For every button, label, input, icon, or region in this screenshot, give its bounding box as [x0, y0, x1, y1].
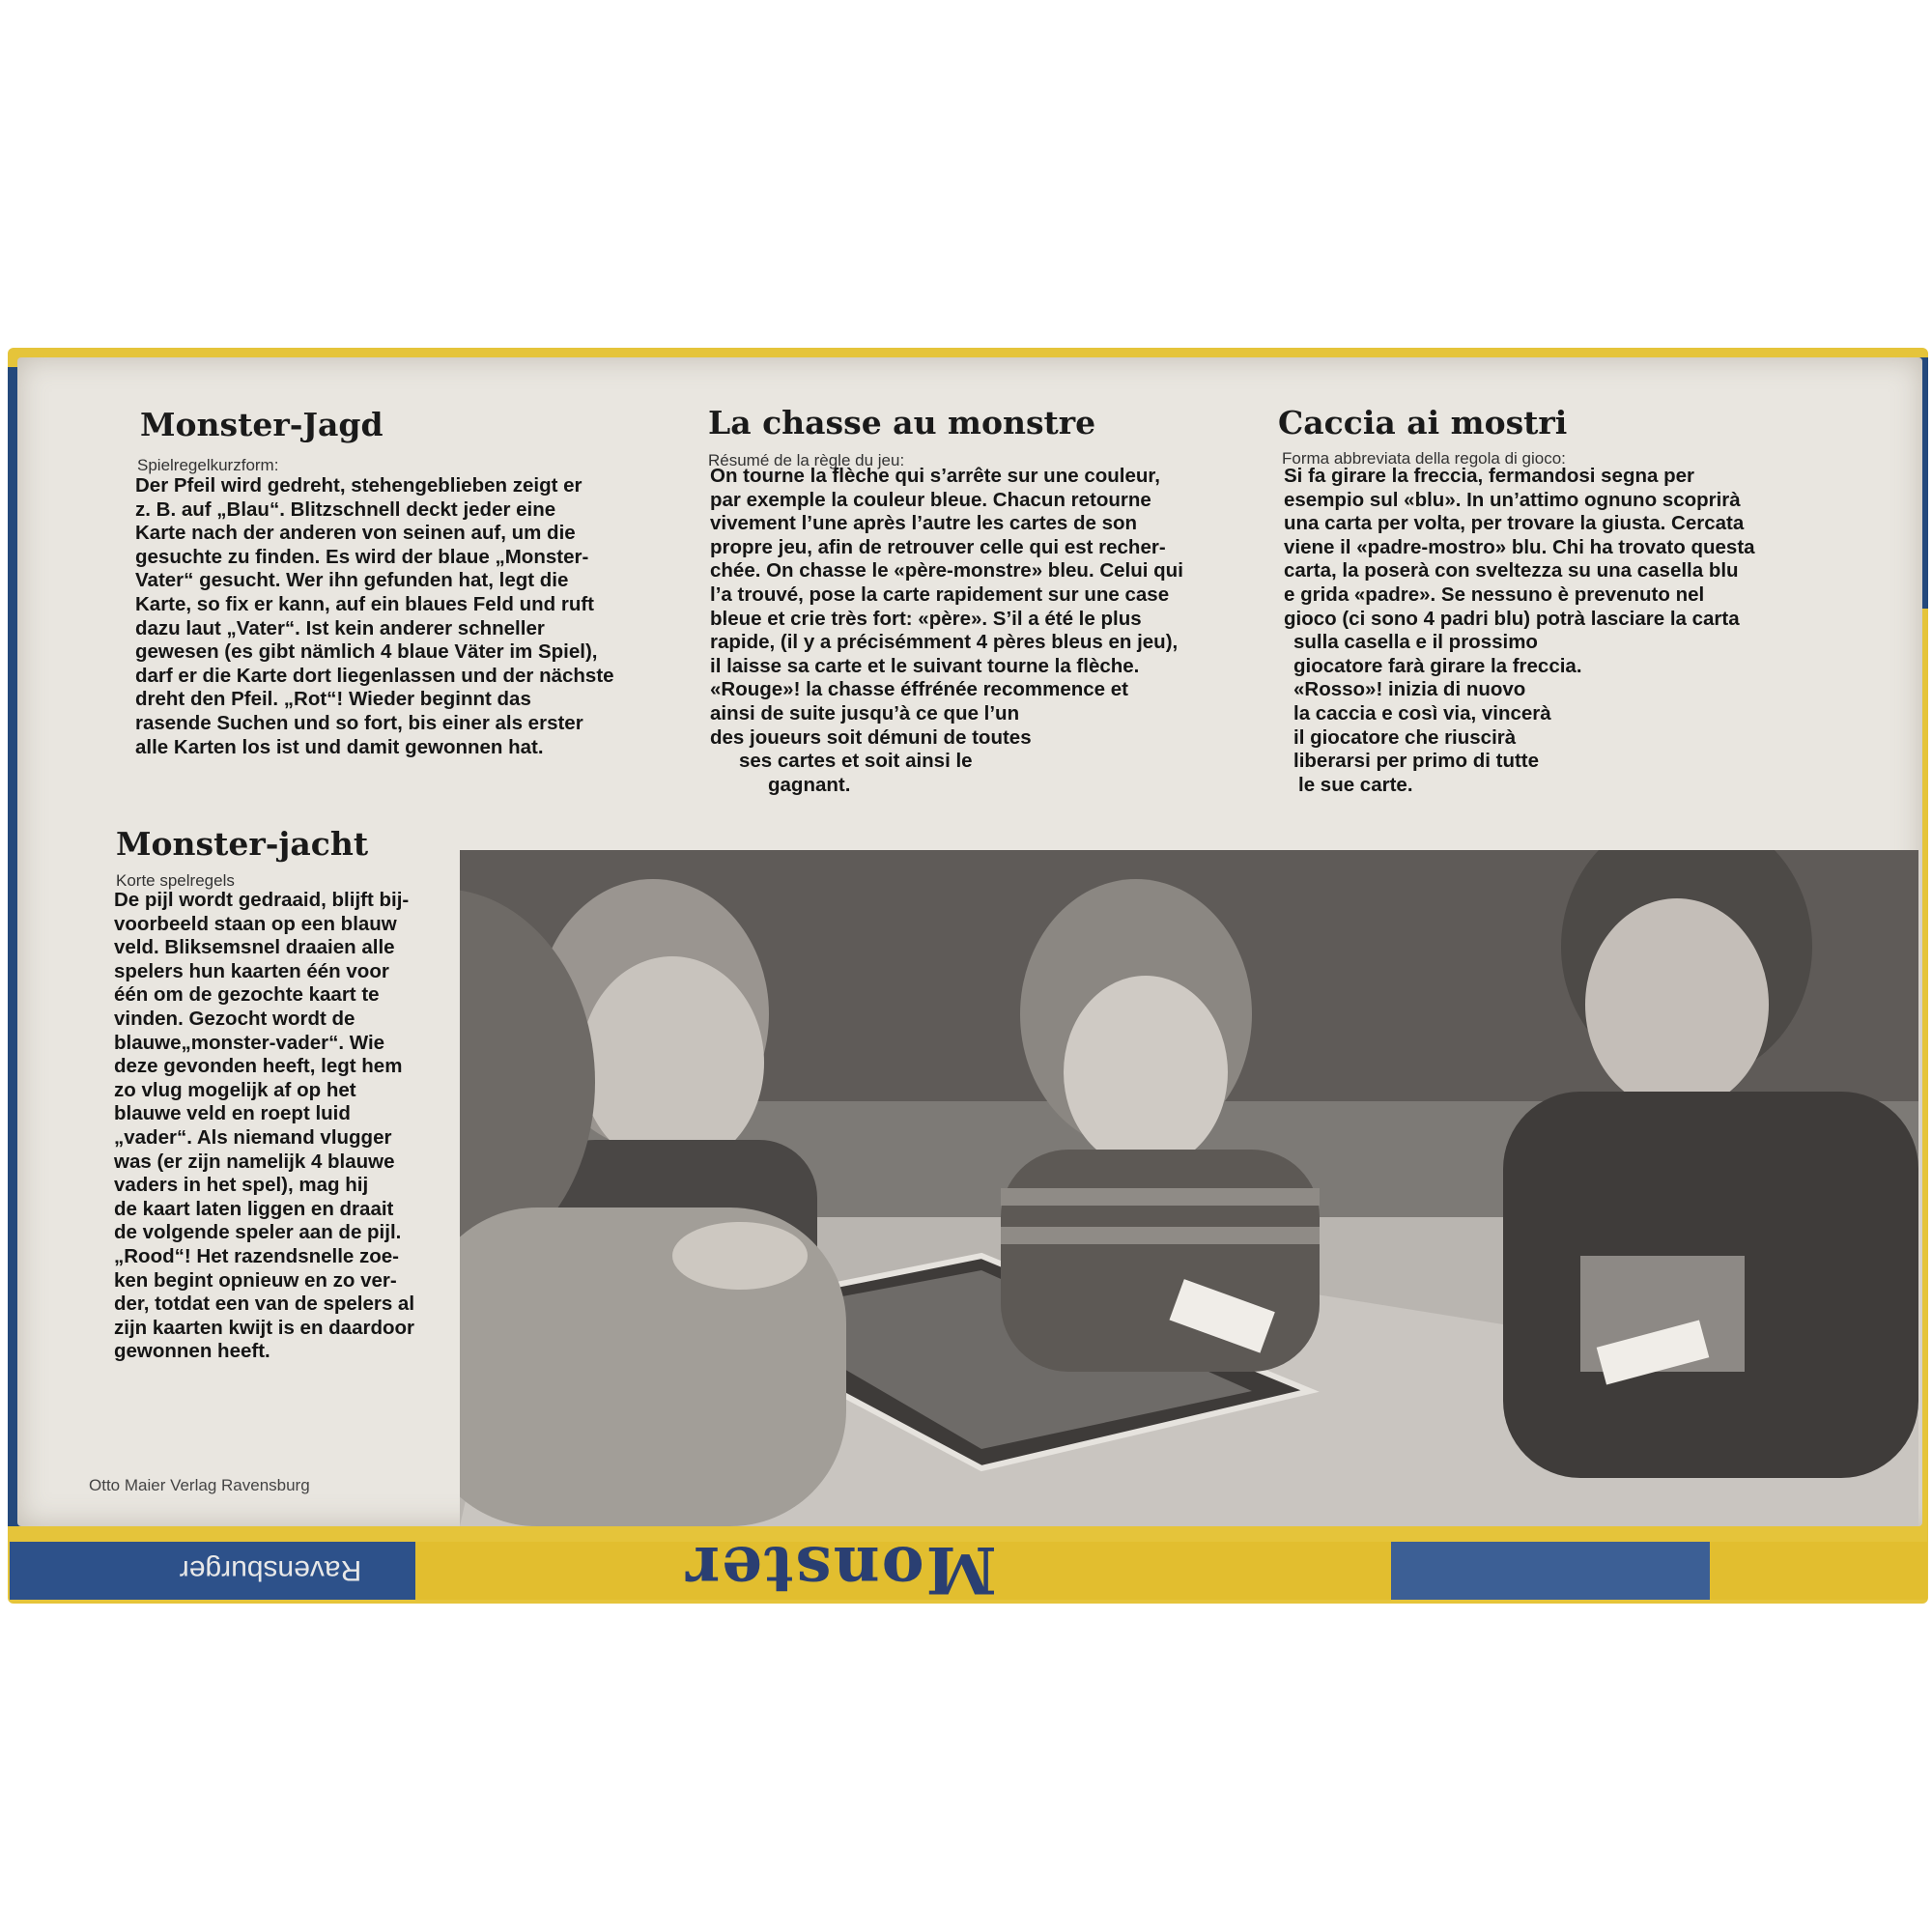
french-rules-text	[710, 465, 1183, 797]
italian-rules-line: le sue carte.	[1298, 773, 1413, 796]
german-rules-line: Vater“ gesucht. Wer ihn gefunden hat, legt die	[135, 569, 569, 592]
italian-rules-line: viene il «padre-mostro» blu. Chi ha trovato questa	[1284, 535, 1755, 558]
german-title: Monster-Jagd	[140, 406, 384, 443]
dutch-rules-line: de kaart laten liggen en draait	[114, 1197, 394, 1220]
italian-rules-line: la caccia e così via, vincerà	[1293, 701, 1551, 724]
italian-subtitle: Forma abbreviata della regola di gioco:	[1282, 449, 1566, 468]
french-rules-line: des joueurs soit démuni de toutes	[710, 725, 1032, 749]
italian-rules-text	[1284, 465, 1755, 797]
dutch-rules-line: vinden. Gezocht wordt de	[114, 1007, 355, 1030]
dutch-rules-line: voorbeeld staan op een blauw	[114, 912, 397, 935]
dutch-rules-text	[114, 889, 414, 1364]
italian-rules-line: liberarsi per primo di tutte	[1293, 750, 1540, 773]
french-rules-line: «Rouge»! la chasse éffrénée recommence et	[710, 678, 1128, 701]
french-rules-line: vivement l’une après l’autre les cartes de son	[710, 512, 1138, 535]
french-rules-line: propre jeu, afin de retrouver celle qui est recher-	[710, 535, 1166, 558]
dutch-rules-line: gewonnen heeft.	[114, 1340, 270, 1363]
dutch-rules-line: zo vlug mogelijk af op het	[114, 1078, 356, 1101]
german-subtitle: Spielregelkurzform:	[137, 456, 279, 474]
box-bottom-strip-blue-right	[1391, 1542, 1710, 1600]
german-rules-line: gewesen (es gibt nämlich 4 blaue Väter im Spiel),	[135, 640, 598, 664]
french-rules-line: bleue et crie très fort: «père». S’il a été le plus	[710, 607, 1142, 630]
german-rules-line: gesuchte zu finden. Es wird der blaue „Monster-	[135, 545, 589, 568]
dutch-rules-line: blauwe„monster-vader“. Wie	[114, 1031, 385, 1054]
italian-rules-line: il giocatore che riuscirà	[1293, 725, 1517, 749]
dutch-rules-line: deze gevonden heeft, legt hem	[114, 1055, 403, 1078]
italian-rules-line: una carta per volta, per trovare la giusta. Cercata	[1284, 512, 1745, 535]
french-rules-line: l’a trouvé, pose la carte rapidement sur une case	[710, 582, 1170, 606]
dutch-rules-line: veld. Bliksemsnel draaien alle	[114, 936, 395, 959]
dutch-subtitle: Korte spelregels	[116, 871, 235, 890]
french-title: La chasse au monstre	[708, 404, 1096, 441]
dutch-rules-line: ken begint opnieuw en zo ver-	[114, 1268, 397, 1292]
dutch-rules-line: „Rood“! Het razendsnelle zoe-	[114, 1244, 400, 1267]
german-rules-line: z. B. auf „Blau“. Blitzschnell deckt jeder eine	[135, 497, 556, 521]
dutch-rules-line: „vader“. Als niemand vlugger	[114, 1125, 392, 1149]
german-rules-line: dreht den Pfeil. „Rot“! Wieder beginnt das	[135, 688, 531, 711]
italian-rules-line: Si fa girare la freccia, fermandosi segna per	[1284, 465, 1694, 487]
french-rules-line: chée. On chasse le «père-monstre» bleu. Celui qui	[710, 559, 1183, 582]
dutch-rules-line: spelers hun kaarten één voor	[114, 959, 389, 982]
dutch-rules-line: blauwe veld en roept luid	[114, 1102, 351, 1125]
dutch-rules-line: de volgende speler aan de pijl.	[114, 1221, 402, 1244]
german-rules-line: Karte nach der anderen von seinen auf, um die	[135, 522, 576, 545]
italian-rules-line: giocatore farà girare la freccia.	[1293, 654, 1582, 677]
italian-rules-line: sulla casella e il prossimo	[1293, 631, 1538, 654]
italian-rules-line: esempio sul «blu». In un’attimo ognuno scoprirà	[1284, 488, 1741, 511]
dutch-rules-line: der, totdat een van de spelers al	[114, 1293, 415, 1316]
dutch-rules-line: was (er zijn namelijk 4 blauwe	[114, 1150, 395, 1173]
german-rules-line: alle Karten los ist und damit gewonnen hat.	[135, 735, 544, 758]
dutch-rules-line: zijn kaarten kwijt is en daardoor	[114, 1316, 415, 1339]
publisher-credit: Otto Maier Verlag Ravensburg	[89, 1476, 310, 1494]
dutch-title: Monster-jacht	[116, 825, 369, 863]
french-rules-line: On tourne la flèche qui s’arrête sur une couleur,	[710, 465, 1160, 487]
german-rules-line: Karte, so fix er kann, auf ein blaues Feld und ruft	[135, 592, 595, 615]
dutch-rules-line: één om de gezochte kaart te	[114, 983, 380, 1007]
french-rules-line: ses cartes et soit ainsi le	[739, 750, 973, 773]
french-rules-line: rapide, (il y a précisémment 4 pères bleus en jeu),	[710, 631, 1179, 654]
dutch-rules-line: De pijl wordt gedraaid, blijft bij-	[114, 889, 410, 911]
photo-of-children-playing-card-game	[460, 850, 1918, 1526]
french-rules-line: gagnant.	[768, 773, 851, 796]
german-rules-line: rasende Suchen und so fort, bis einer als erster	[135, 711, 583, 734]
box-bottom-title: Monster	[684, 1532, 997, 1607]
german-rules-line: Der Pfeil wird gedreht, stehengeblieben zeigt er	[135, 474, 582, 497]
italian-rules-line: carta, la poserà con sveltezza su una casella blu	[1284, 559, 1739, 582]
german-rules-line: darf er die Karte dort liegenlassen und der nächste	[135, 664, 614, 687]
italian-title: Caccia ai mostri	[1278, 404, 1568, 441]
french-rules-line: il laisse sa carte et le suivant tourne la flèche.	[710, 654, 1140, 677]
italian-rules-line: gioco (ci sono 4 padri blu) potrà lasciare la carta	[1284, 607, 1740, 630]
box-bottom-brand: Ravensburger	[179, 1554, 362, 1586]
french-subtitle: Résumé de la règle du jeu:	[708, 451, 905, 469]
french-rules-line: ainsi de suite jusqu’à ce que l’un	[710, 701, 1020, 724]
german-rules-text	[135, 474, 614, 759]
french-rules-line: par exemple la couleur bleue. Chacun retourne	[710, 488, 1151, 511]
dutch-rules-line: vaders in het spel), mag hij	[114, 1174, 369, 1197]
italian-rules-line: e grida «padre». Se nessuno è prevenuto nel	[1284, 582, 1705, 606]
german-rules-line: dazu laut „Vater“. Ist kein anderer schneller	[135, 616, 545, 639]
italian-rules-line: «Rosso»! inizia di nuovo	[1293, 678, 1526, 701]
